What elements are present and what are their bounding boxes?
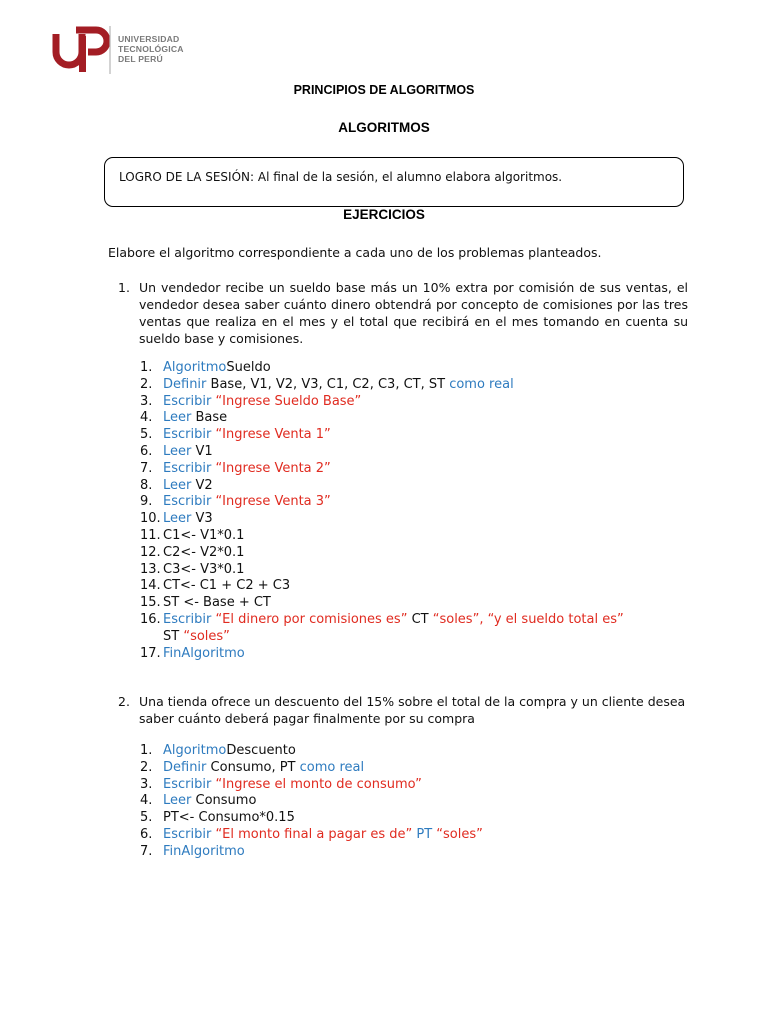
keyword-token: Leer bbox=[163, 410, 192, 426]
keyword-token: PT bbox=[412, 826, 437, 842]
code-token: V2 bbox=[191, 477, 213, 493]
step-number: 6. bbox=[140, 443, 153, 459]
string-token: “Ingrese Venta 2” bbox=[211, 460, 331, 476]
keyword-token: Leer bbox=[163, 511, 192, 527]
utp-logo-icon bbox=[52, 26, 114, 76]
code-token: V3 bbox=[191, 511, 213, 527]
step-number: 16. bbox=[140, 611, 161, 627]
code-token: V1 bbox=[191, 443, 213, 459]
code-token: ST bbox=[163, 628, 184, 644]
step-number: 13. bbox=[140, 561, 161, 577]
algorithm-step bbox=[140, 612, 624, 629]
string-token: “soles”, “y el sueldo total es” bbox=[432, 611, 624, 627]
step-number: 5. bbox=[140, 810, 153, 826]
step-number: 3. bbox=[140, 776, 153, 792]
keyword-token: Escribir bbox=[163, 393, 212, 409]
problem-statement: Una tienda ofrece un descuento del 15% sobre el total de la compra y un cliente desea saber cuánto deberá pagar finalmente por su compra bbox=[139, 694, 686, 726]
algorithm-step bbox=[140, 394, 624, 411]
code-token: Base, V1, V2, V3, C1, C2, C3, CT, ST bbox=[206, 376, 450, 392]
algorithm-step bbox=[140, 528, 624, 545]
keyword-token: Algoritmo bbox=[163, 743, 227, 758]
algorithm-step bbox=[140, 444, 624, 461]
algorithm-step bbox=[140, 578, 624, 595]
algorithm-step bbox=[140, 511, 624, 528]
code-token: C2<- V2*0.1 bbox=[163, 544, 245, 560]
step-number: 7. bbox=[140, 843, 153, 859]
string-token: “Ingrese el monto de consumo” bbox=[211, 776, 422, 792]
section-title: ALGORITMOS bbox=[338, 120, 430, 135]
algorithm-step bbox=[140, 827, 483, 844]
step-number: 5. bbox=[140, 427, 153, 443]
code-token: CT<- C1 + C2 + C3 bbox=[163, 578, 291, 594]
session-goal-text: Al final de la sesión, el alumno elabora algoritmos. bbox=[254, 170, 563, 184]
algorithm-steps-2 bbox=[140, 743, 483, 861]
problem-1 bbox=[118, 279, 688, 347]
string-token: “Ingrese Venta 3” bbox=[211, 494, 331, 510]
university-logo bbox=[52, 26, 202, 76]
algorithm-step bbox=[140, 629, 624, 646]
code-token: C1<- V1*0.1 bbox=[163, 527, 245, 543]
algorithm-step bbox=[140, 595, 624, 612]
keyword-token: Leer bbox=[163, 477, 192, 493]
step-number: 7. bbox=[140, 460, 153, 476]
problem-number: 1. bbox=[118, 280, 130, 295]
step-number: 10. bbox=[140, 511, 161, 527]
keyword-token: Escribir bbox=[163, 611, 212, 627]
algorithm-step bbox=[140, 646, 624, 663]
instruction-text: Elabore el algoritmo correspondiente a cada uno de los problemas planteados. bbox=[108, 245, 602, 260]
logo-line-3: DEL PERÚ bbox=[118, 54, 163, 64]
step-number: 3. bbox=[140, 393, 153, 409]
algorithm-step bbox=[140, 545, 624, 562]
keyword-token: Algoritmo bbox=[163, 360, 227, 375]
algorithm-step bbox=[140, 427, 624, 444]
algorithm-step bbox=[140, 743, 483, 760]
code-token: Sueldo bbox=[226, 360, 271, 375]
keyword-token: Definir bbox=[163, 376, 207, 392]
step-number: 8. bbox=[140, 477, 153, 493]
logo-line-2: TECNOLÓGICA bbox=[118, 44, 184, 54]
algorithm-step bbox=[140, 478, 624, 495]
logo-line-1: UNIVERSIDAD bbox=[118, 34, 180, 44]
keyword-token: Escribir bbox=[163, 776, 212, 792]
step-number: 1. bbox=[140, 743, 153, 758]
algorithm-step bbox=[140, 410, 624, 427]
string-token: “El monto final a pagar es de” bbox=[211, 826, 413, 842]
keyword-token: FinAlgoritmo bbox=[163, 843, 245, 859]
keyword-token: Escribir bbox=[163, 826, 212, 842]
algorithm-step bbox=[140, 360, 624, 377]
keyword-token: Escribir bbox=[163, 494, 212, 510]
step-number: 14. bbox=[140, 578, 161, 594]
logo-wordmark bbox=[118, 34, 208, 64]
code-token: CT bbox=[407, 611, 433, 627]
keyword-token: Leer bbox=[163, 793, 192, 809]
keyword-token: Escribir bbox=[163, 427, 212, 443]
algorithm-step bbox=[140, 844, 483, 861]
string-token: “soles” bbox=[436, 826, 483, 842]
keyword-token: FinAlgoritmo bbox=[163, 645, 245, 661]
step-number: 2. bbox=[140, 376, 153, 392]
step-number: 4. bbox=[140, 793, 153, 809]
string-token: “Ingrese Venta 1” bbox=[211, 427, 331, 443]
code-token: ST <- Base + CT bbox=[163, 595, 271, 611]
algorithm-step bbox=[140, 461, 624, 478]
keyword-token: Leer bbox=[163, 443, 192, 459]
step-number: 2. bbox=[140, 759, 153, 775]
algorithm-step bbox=[140, 494, 624, 511]
algorithm-step bbox=[140, 562, 624, 579]
algorithm-step bbox=[140, 377, 624, 394]
keyword-token: como real bbox=[449, 376, 514, 392]
step-number: 1. bbox=[140, 360, 153, 375]
code-token: Consumo, PT bbox=[206, 759, 300, 775]
algorithm-step bbox=[140, 760, 483, 777]
algorithm-step bbox=[140, 777, 483, 794]
code-token: C3<- V3*0.1 bbox=[163, 561, 245, 577]
step-number: 9. bbox=[140, 494, 153, 510]
session-goal-label: LOGRO DE LA SESIÓN: bbox=[119, 170, 255, 184]
step-number: 6. bbox=[140, 826, 153, 842]
keyword-token: Definir bbox=[163, 759, 207, 775]
string-token: “Ingrese Sueldo Base” bbox=[211, 393, 362, 409]
keyword-token: como real bbox=[299, 759, 365, 775]
session-goal-box bbox=[104, 157, 684, 207]
algorithm-step bbox=[140, 810, 483, 827]
problem-number: 2. bbox=[118, 694, 130, 709]
string-token: “soles” bbox=[183, 628, 230, 644]
code-token: Consumo bbox=[191, 793, 257, 809]
algorithm-steps-1 bbox=[140, 360, 624, 662]
keyword-token: Escribir bbox=[163, 460, 212, 476]
step-number: 12. bbox=[140, 544, 161, 560]
problem-2 bbox=[118, 693, 688, 727]
code-token: PT<- Consumo*0.15 bbox=[163, 810, 295, 826]
code-token: Descuento bbox=[226, 743, 296, 758]
step-number: 4. bbox=[140, 410, 153, 426]
exercises-title: EJERCICIOS bbox=[343, 207, 425, 222]
string-token: “El dinero por comisiones es” bbox=[211, 611, 408, 627]
problem-statement: Un vendedor recibe un sueldo base más un 10% extra por comisión de sus ventas, el vendedor desea saber cuánto dinero obtendrá por concepto de comisiones por las tres ventas que realiza en el mes y el total que recibirá en el mes tomando en cuenta su sueldo base y comisiones. bbox=[139, 280, 688, 346]
step-number: 17. bbox=[140, 645, 161, 661]
step-number: 11. bbox=[140, 527, 161, 543]
document-title: PRINCIPIOS DE ALGORITMOS bbox=[293, 83, 475, 97]
algorithm-step bbox=[140, 793, 483, 810]
step-number: 15. bbox=[140, 595, 161, 611]
code-token: Base bbox=[191, 410, 228, 426]
